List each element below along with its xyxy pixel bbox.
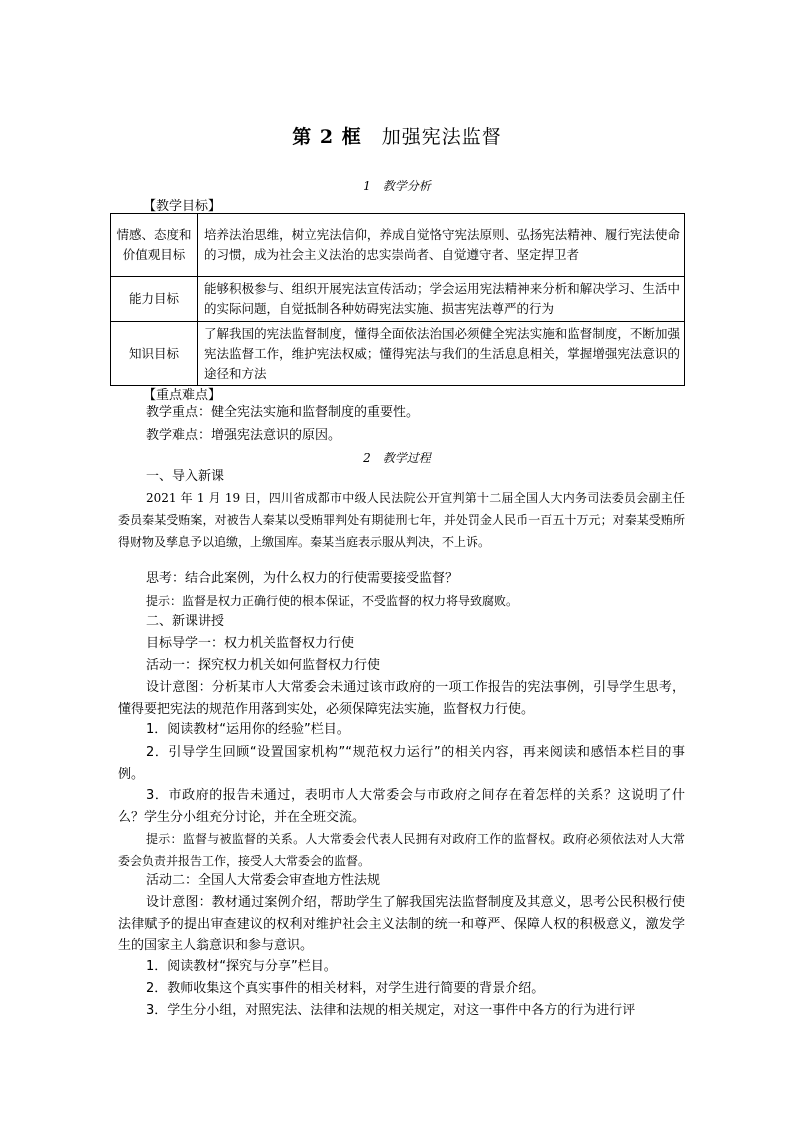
objective-label: 知识目标: [111, 322, 198, 386]
part-heading-intro: 一、导入新课: [146, 469, 225, 484]
step-text: 3．学生分小组，对照宪法、法律和法规的相关规定，对这一事件中各方的行为进行评: [146, 1003, 636, 1018]
hint-text: 提示：监督是权力正确行使的根本保证，不受监督的权力将导致腐败。: [146, 594, 519, 608]
case-paragraph: 2021 年 1 月 19 日，四川省成都市中级人民法院公开宣判第十二届全国人大内务司法委员会副主任委员秦某受贿案，对被告人秦某以受贿罪判处有期徒刑七年，并处罚金人民币一百五十万元；对秦某受贿所得财物及孳息予以追缴，上缴国库。秦某当庭表示服从判决，不上诉。: [118, 491, 685, 549]
key-point-text: 教学重点：健全宪法实施和监督制度的重要性。: [146, 405, 420, 420]
goal-heading: 目标导学一：权力机关监督权力行使: [146, 636, 355, 651]
activity-heading: 活动一：探究权力机关如何监督权力行使: [146, 658, 381, 673]
table-row: [111, 214, 685, 277]
title-lesson-number: 第 2 框: [292, 126, 362, 148]
section-heading-analysis: 1 教学分析: [363, 179, 431, 193]
difficult-point-text: 教学难点：增强宪法意识的原因。: [146, 428, 342, 443]
objective-text: 培养法治思维，树立宪法信仰，养成自觉恪守宪法原则、弘扬宪法精神、履行宪法使命的习惯，成为社会主义法治的忠实崇尚者、自觉遵守者、坚定捍卫者: [198, 214, 685, 277]
section-heading-process: 2 教学过程: [363, 451, 431, 465]
step-text: 2．教师收集这个真实事件的相关材料，对学生进行简要的背景介绍。: [146, 981, 545, 996]
objectives-table: [110, 213, 685, 386]
part-heading-new-lesson: 二、新课讲授: [146, 614, 225, 629]
objectives-heading: 【教学目标】: [143, 199, 222, 214]
objective-label: 情感、态度和价值观目标: [111, 214, 198, 277]
step-text: 1．阅读教材“探究与分享”栏目。: [146, 959, 337, 974]
step-text: 1．阅读教材“运用你的经验”栏目。: [146, 722, 350, 737]
title-lesson-name: 加强宪法监督: [381, 126, 502, 148]
step-text: 2．引导学生回顾“设置国家机构”“规范权力运行”的相关内容，再来阅读和感悟本栏目的事例。: [118, 745, 685, 782]
key-points-heading: 【重点难点】: [143, 388, 222, 403]
design-intent-paragraph: 设计意图：分析某市人大常委会未通过该市政府的一项工作报告的宪法事例，引导学生思考，懂得要把宪法的规范作用落到实处，必须保障宪法实施，监督权力行使。: [118, 680, 685, 717]
think-question: 思考：结合此案例，为什么权力的行使需要接受监督？: [146, 571, 459, 586]
design-intent-paragraph: 设计意图：教材通过案例介绍，帮助学生了解我国宪法监督制度及其意义，思考公民积极行使法律赋予的提出审查建议的权利对维护社会主义法制的统一和尊严、保障人权的积极意义，激发学生的国家主人翁意识和参与意识。: [118, 895, 685, 953]
objective-text: 能够积极参与、组织开展宪法宣传活动；学会运用宪法精神来分析和解决学习、生活中的实际问题，自觉抵制各种妨碍宪法实施、损害宪法尊严的行为: [198, 277, 685, 322]
table-row: [111, 322, 685, 386]
objective-label: 能力目标: [111, 277, 198, 322]
activity-heading: 活动二：全国人大常委会审查地方性法规: [146, 873, 381, 888]
page-title: [0, 122, 794, 149]
table-row: [111, 277, 685, 322]
step-text: 3．市政府的报告未通过，表明市人大常委会与市政府之间存在着怎样的关系？这说明了什么？学生分小组充分讨论，并在全班交流。: [118, 788, 685, 825]
hint-paragraph: 提示：监督与被监督的关系。人大常委会代表人民拥有对政府工作的监督权。政府必须依法对人大常委会负责并报告工作，接受人大常委会的监督。: [118, 832, 685, 868]
objective-text: 了解我国的宪法监督制度，懂得全面依法治国必须健全宪法实施和监督制度，不断加强宪法监督工作，维护宪法权威；懂得宪法与我们的生活息息相关，掌握增强宪法意识的途径和方法: [198, 322, 685, 386]
